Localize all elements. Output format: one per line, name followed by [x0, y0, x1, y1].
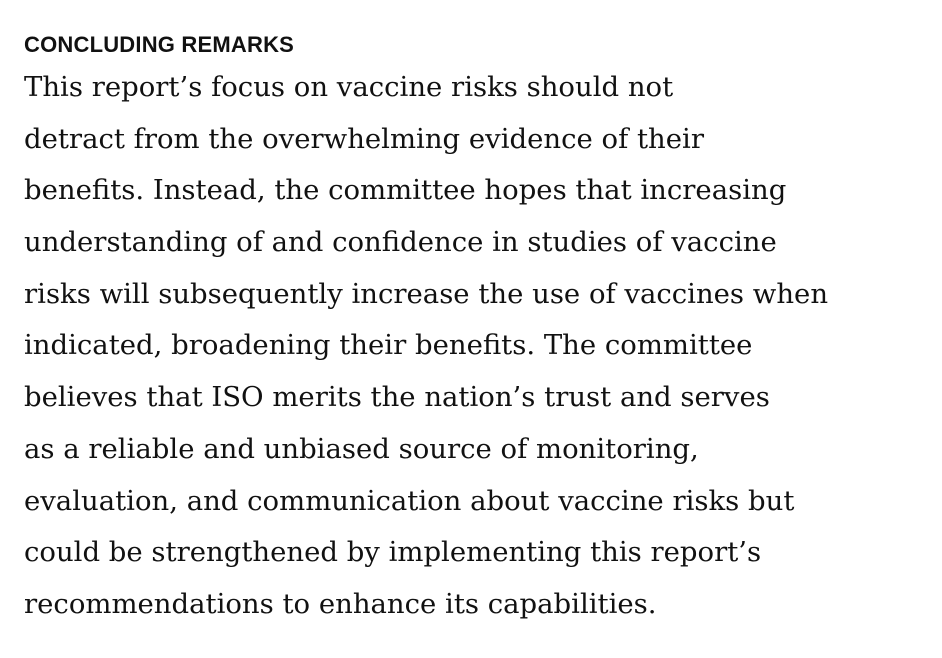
paragraph-line-11: recommendations to enhance its capabilities.	[24, 587, 657, 620]
paragraph-line-8: as a reliable and unbiased source of monitoring,	[24, 432, 699, 465]
paragraph-line-9: evaluation, and communication about vaccine risks but	[24, 484, 795, 517]
paragraph-line-10: could be strengthened by implementing this report’s	[24, 536, 762, 569]
paragraph-line-5: risks will subsequently increase the use of vaccines when	[24, 277, 829, 310]
paragraph-line-4: understanding of and confidence in studies of vaccine	[24, 226, 777, 259]
section-heading: CONCLUDING REMARKS	[24, 32, 295, 57]
paragraph-line-6: indicated, broadening their benefits. The committee	[24, 329, 753, 362]
paragraph-line-2: detract from the overwhelming evidence of their	[24, 122, 704, 155]
document-section	[24, 30, 924, 631]
paragraph-line-1: This report’s focus on vaccine risks should not	[24, 71, 674, 103]
paragraph-line-7: believes that ISO merits the nation’s trust and serves	[24, 381, 770, 414]
body-paragraph	[24, 62, 924, 631]
paragraph-line-3: benefits. Instead, the committee hopes that increasing	[24, 174, 787, 207]
